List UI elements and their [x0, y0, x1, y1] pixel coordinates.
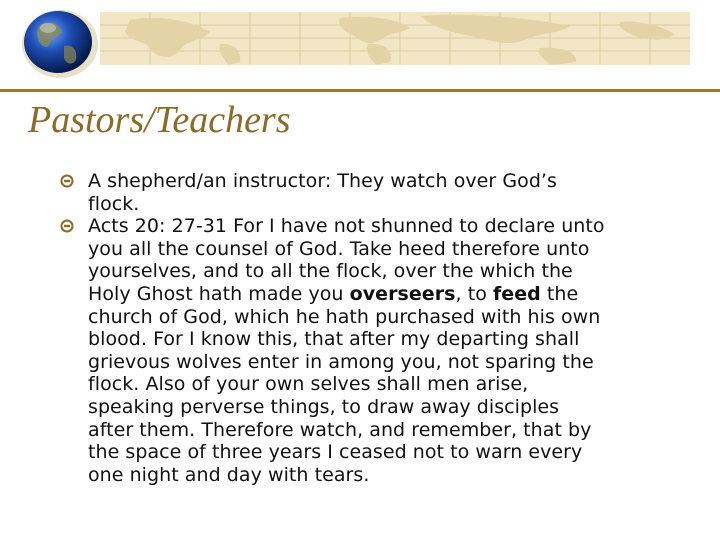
bullet-text: after them. Therefore watch, and remember, that by	[88, 418, 592, 441]
bullet-item	[60, 215, 680, 486]
bullet-line	[88, 260, 680, 283]
emphasized-text: feed	[492, 282, 541, 305]
bullet-text: Acts 20: 27-31 For I have not shunned to declare unto	[88, 215, 605, 238]
bullet-line	[88, 283, 680, 306]
bullet-line	[88, 215, 680, 238]
bullet-line	[88, 464, 680, 487]
bullet-line	[88, 306, 680, 329]
bullet-item	[60, 170, 680, 215]
bullet-text: grievous wolves enter in among you, not sparing the	[88, 350, 594, 373]
bullet-line	[88, 170, 680, 193]
bullet-line	[88, 238, 680, 261]
title-underline-rule	[0, 89, 720, 92]
bullet-text: the space of three years I ceased not to warn every	[88, 441, 583, 464]
bullet-line	[88, 396, 680, 419]
world-map-banner	[100, 12, 690, 65]
bullet-text: flock. Also of your own selves shall men arise,	[88, 373, 529, 396]
bullet-list	[60, 170, 680, 486]
globe-icon	[16, 6, 100, 80]
bullet-text: , to	[455, 282, 493, 305]
bullet-text: church of God, which he hath purchased with his own	[88, 305, 601, 328]
bullet-text: speaking perverse things, to draw away disciples	[88, 395, 560, 418]
bullet-line	[88, 441, 680, 464]
emphasized-text: overseers	[349, 282, 456, 305]
world-map-icon	[100, 12, 690, 65]
bullet-text: Holy Ghost hath made you	[88, 282, 350, 305]
bullet-text: A shepherd/an instructor: They watch over God’s	[88, 170, 557, 192]
bullet-text: you all the counsel of God. Take heed therefore unto	[88, 237, 590, 260]
bullet-line	[88, 419, 680, 442]
bullet-text: one night and day with tears.	[88, 463, 370, 486]
bullet-text: flock.	[88, 192, 140, 215]
bullet-line	[88, 351, 680, 374]
circle-bullet-icon	[60, 174, 74, 188]
slide-title: Pastors/Teachers	[28, 99, 291, 141]
bullet-line	[88, 193, 680, 216]
bullet-text: blood. For I know this, that after my departing shall	[88, 328, 580, 351]
circle-bullet-icon	[60, 219, 74, 233]
bullet-text: the	[540, 282, 579, 305]
bullet-text: yourselves, and to all the flock, over the which the	[88, 260, 573, 283]
bullet-line	[88, 328, 680, 351]
bullet-line	[88, 373, 680, 396]
